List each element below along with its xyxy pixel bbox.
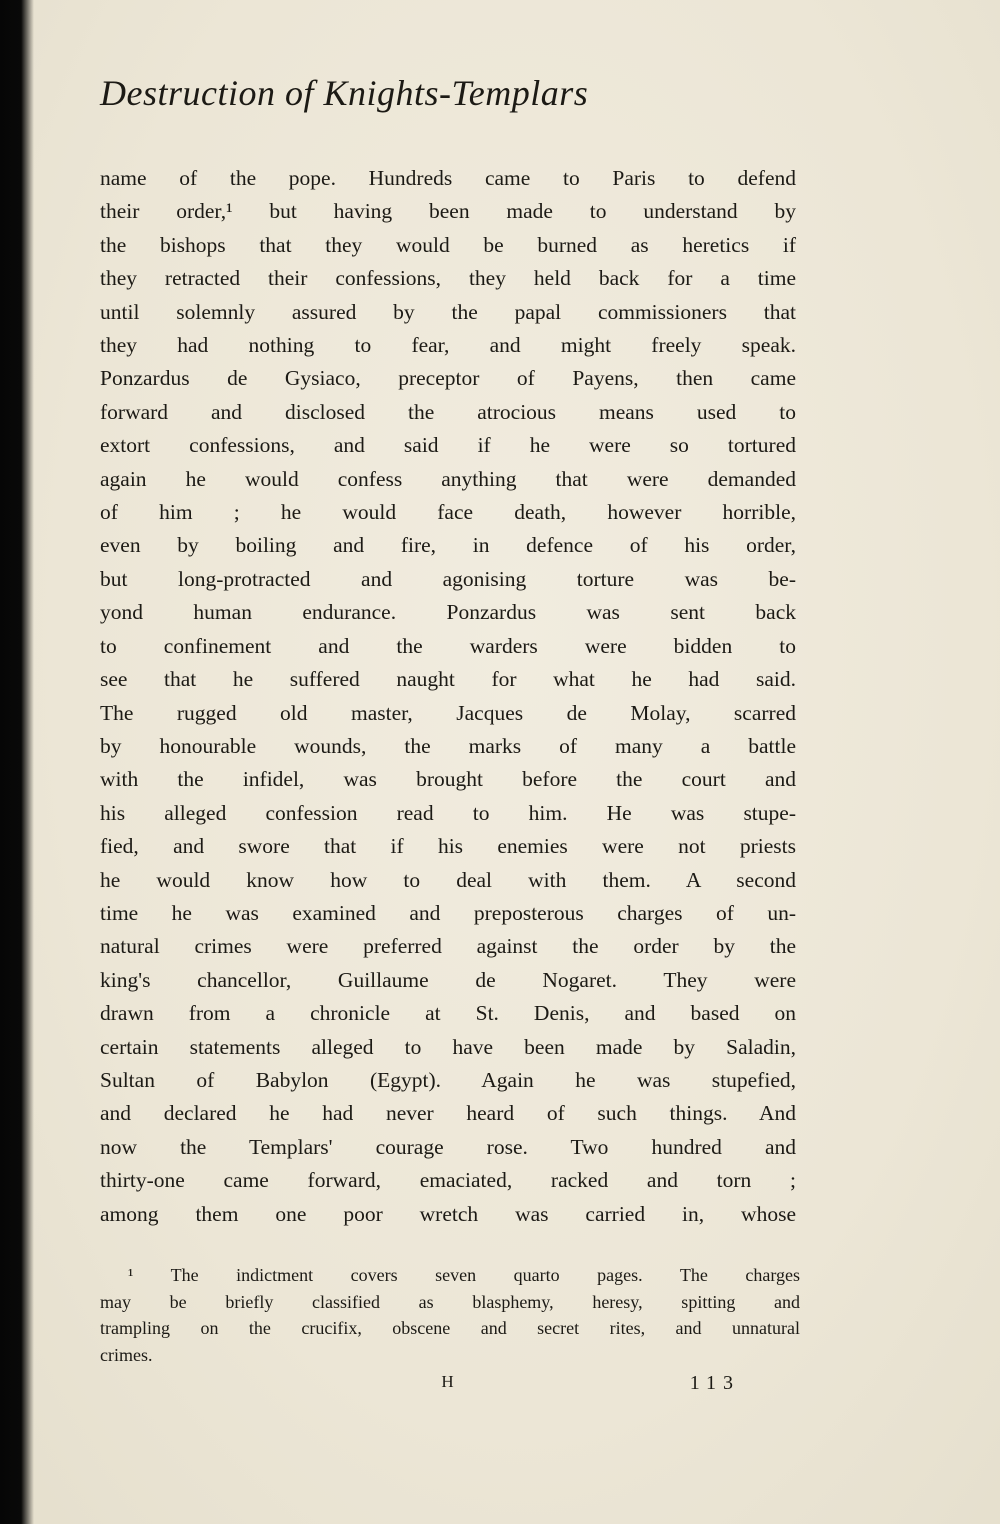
body-line: they retracted their confessions, they held back for a time [100,266,796,291]
body-line: by honourable wounds, the marks of many a battle [100,733,796,758]
footnote-line: crimes. [100,1344,153,1365]
body-line: their order,¹ but having been made to understand by [100,199,796,224]
body-line: of him ; he would face death, however horrible, [100,500,796,525]
body-line: see that he suffered naught for what he had said. [100,667,796,692]
body-line: but long-protracted and agonising torture was be- [100,566,796,591]
body-line: among them one poor wretch was carried in, whose [100,1201,796,1226]
body-text [100,162,796,1231]
body-line: they had nothing to fear, and might freely speak. [100,333,796,358]
body-line: now the Templars' courage rose. Two hundred and [100,1134,796,1159]
body-line: forward and disclosed the atrocious means used to [100,399,796,424]
footnote [100,1262,800,1368]
signature-mark: H [441,1372,455,1391]
body-line: natural crimes were preferred against the order by the [100,934,796,959]
page-title: Destruction of Knights-Templars [100,73,589,113]
body-line: time he was examined and preposterous charges of un- [100,900,796,925]
body-line: yond human endurance. Ponzardus was sent back [100,600,796,625]
body-line: again he would confess anything that were demanded [100,466,796,491]
body-line: certain statements alleged to have been made by Saladin, [100,1034,796,1059]
footnote-line: trampling on the crucifix, obscene and secret rites, and unnatural [100,1318,800,1338]
page-footer [100,1372,796,1400]
body-line: and declared he had never heard of such things. And [100,1101,796,1126]
body-line: with the infidel, was brought before the court and [100,767,796,792]
footnote-line: may be briefly classified as blasphemy, heresy, spitting and [100,1291,800,1312]
body-line: to confinement and the warders were bidden to [100,633,796,658]
body-line: he would know how to deal with them. A second [100,867,796,892]
page-number: 113 [689,1372,740,1394]
body-line: fied, and swore that if his enemies were not priests [100,834,796,859]
footnote-line: ¹ The indictment covers seven quarto pages. The charges [128,1265,800,1285]
body-line: until solemnly assured by the papal commissioners that [100,299,796,324]
body-line: Sultan of Babylon (Egypt). Again he was stupefied, [100,1067,796,1092]
body-line: drawn from a chronicle at St. Denis, and based on [100,1001,796,1026]
body-line: king's chancellor, Guillaume de Nogaret. They were [100,967,796,992]
body-line: extort confessions, and said if he were so tortured [100,433,796,458]
body-line: his alleged confession read to him. He was stupe- [100,800,796,825]
binding-shadow [0,0,34,1524]
body-line: The rugged old master, Jacques de Molay, scarred [100,700,796,725]
body-line: the bishops that they would be burned as heretics if [100,232,796,257]
body-line: thirty-one came forward, emaciated, racked and torn ; [100,1168,796,1193]
body-line: name of the pope. Hundreds came to Paris to defend [100,166,796,190]
body-line: Ponzardus de Gysiaco, preceptor of Payens, then came [100,366,796,391]
body-line: even by boiling and fire, in defence of his order, [100,533,796,558]
